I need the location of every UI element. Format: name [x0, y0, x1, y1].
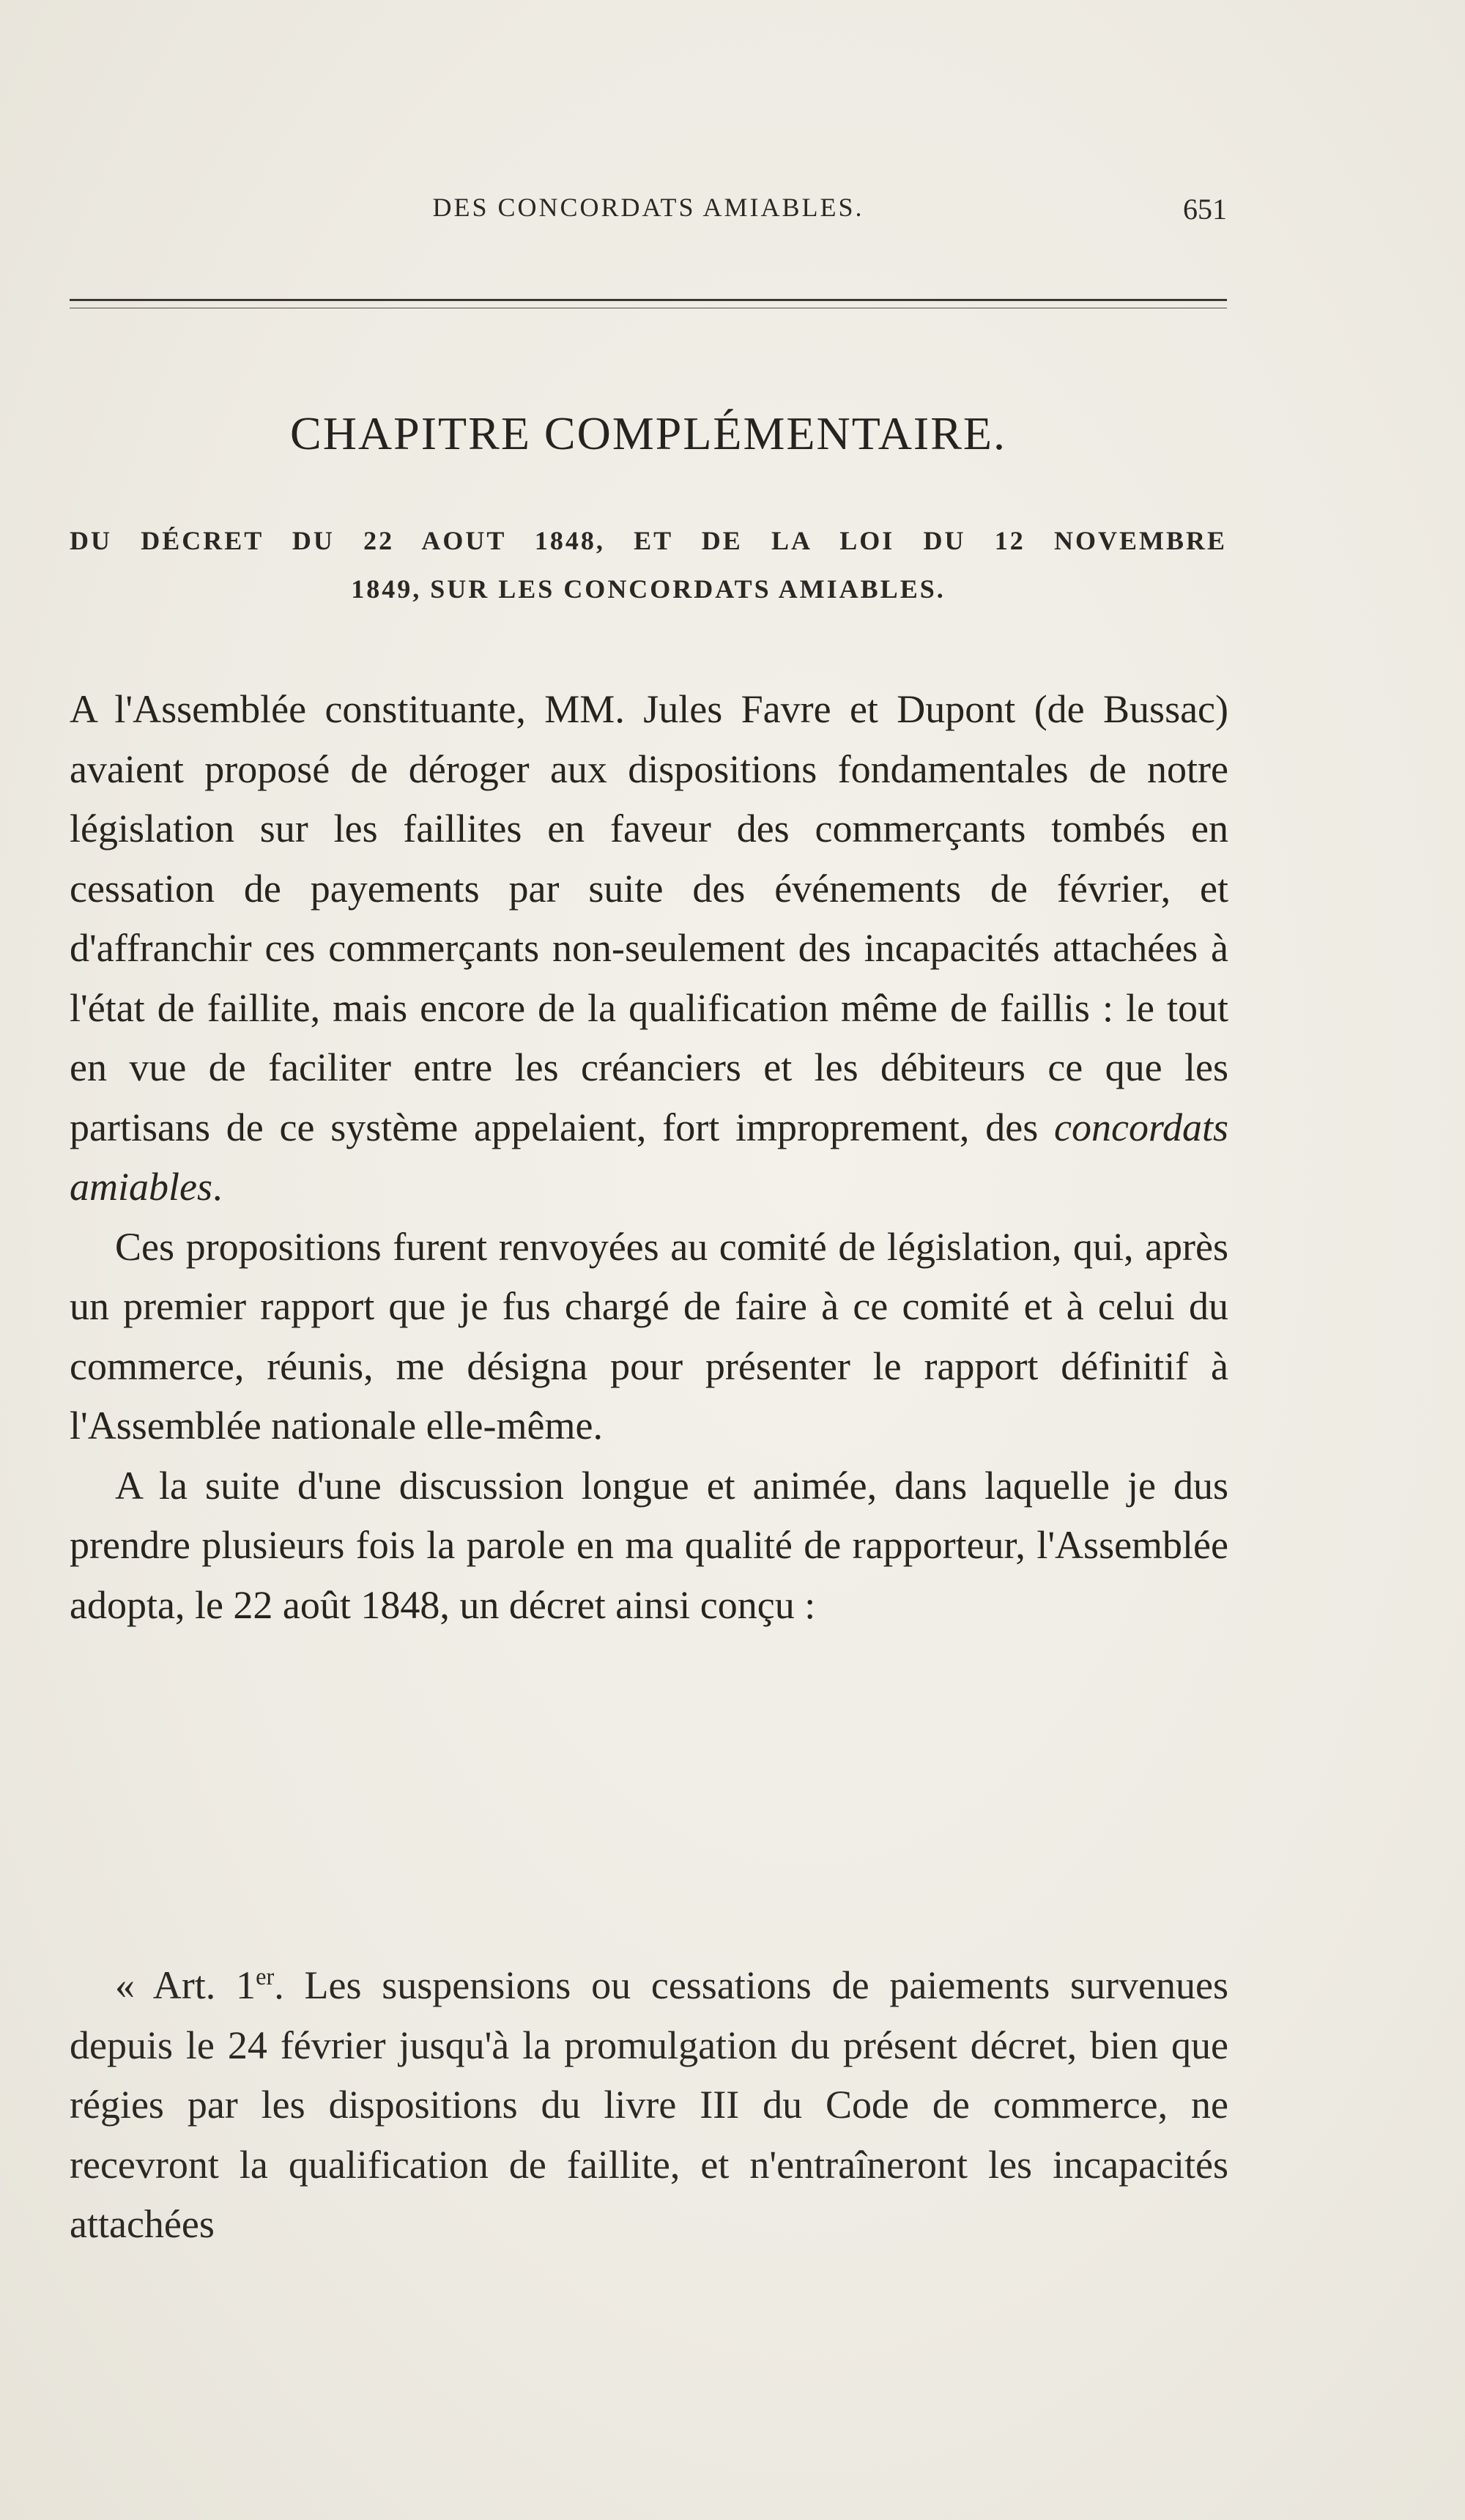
paragraph-1-end: .	[212, 1165, 223, 1209]
paragraph-1-italic: concordats amiables	[70, 1105, 1228, 1209]
chapter-subtitle-line-2: 1849, SUR LES CONCORDATS AMIABLES.	[351, 574, 946, 604]
body-text	[70, 680, 1228, 1635]
paragraph-3: A la suite d'une discussion longue et animée, dans laquelle je dus prendre plusieurs fois la parole en ma qualité de rapporteur, l'Assemblée adopta, le 22 août 1848, un décret ainsi conçu :	[70, 1463, 1228, 1627]
chapter-title: CHAPITRE COMPLÉMENTAIRE.	[290, 407, 1006, 459]
chapter-subtitle-line-1: DU DÉCRET DU 22 AOUT 1848, ET DE LA LOI DU 12 NOVEMBRE	[70, 526, 1227, 555]
running-title: DES CONCORDATS AMIABLES.	[432, 193, 864, 222]
header-rule	[70, 299, 1227, 301]
running-head	[70, 192, 1227, 236]
decree-article-sup: er	[256, 1964, 275, 1990]
decree-article-1	[70, 1956, 1228, 2255]
decree-quote	[70, 1956, 1228, 2255]
page-number: 651	[1183, 193, 1227, 226]
decree-article-text: . Les suspensions ou cessations de paiements survenues depuis le 24 février jusqu'à la promulgation du présent décret, bien que régies par les dispositions du livre III du Code de commerce, ne recevront la qualification de faillite, et n'entraîneront les incapacités attachées	[70, 1963, 1228, 2246]
paragraph-1	[70, 680, 1228, 1218]
paragraph-1-text: A l'Assemblée constituante, MM. Jules Favre et Dupont (de Bussac) avaient proposé de déroger aux dispositions fondamentales de notre législation sur les faillites en faveur des commerçants tombés en cessation de payements par suite des événements de février, et d'affranchir ces commerçants non-seulement des incapacités attachées à l'état de faillite, mais encore de la qualification même de faillis : le tout en vue de faciliter entre les créanciers et les débiteurs ce que les partisans de ce système appelaient, fort improprement, des	[70, 687, 1228, 1149]
paragraph-2: Ces propositions furent renvoyées au comité de législation, qui, après un premier rapport que je fus chargé de faire à ce comité et à celui du commerce, réunis, me désigna pour présenter le rapport définitif à l'Assemblée nationale elle-même.	[70, 1224, 1228, 1448]
decree-article-start: « Art. 1	[115, 1963, 256, 2007]
